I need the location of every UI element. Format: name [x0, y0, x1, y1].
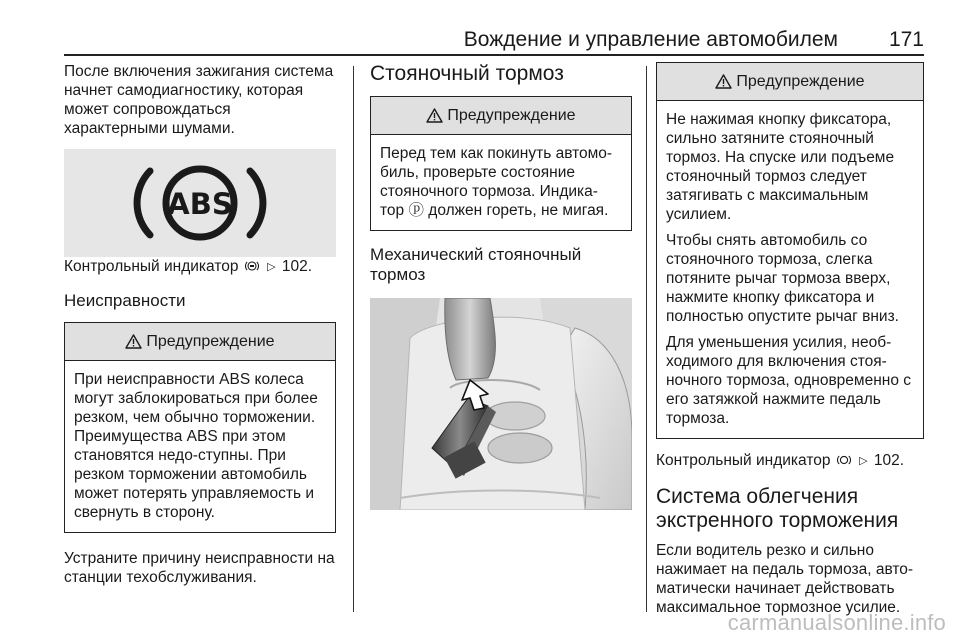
indicator-ref: 102. [873, 452, 905, 469]
mechanical-brake-heading: Механический стояночный тормоз [370, 245, 582, 284]
faults-heading: Неисправности [64, 291, 186, 310]
warning-header [371, 97, 631, 135]
parking-brake-lever-illustration [370, 298, 632, 510]
column-3 [656, 62, 924, 617]
warning-body [657, 101, 923, 438]
page-number: 171 [888, 28, 924, 51]
abs-indicator-figure [64, 149, 336, 257]
emergency-brake-assist-heading: Система облегчения экстренного торможения [656, 485, 899, 532]
page-header [64, 28, 924, 54]
indicator-prefix: Контрольный индикатор [656, 452, 831, 469]
column-divider [353, 66, 354, 612]
header-title: Вождение и управление автомобилем [463, 28, 838, 51]
reference-arrow-icon: ▷ [859, 455, 868, 467]
warning-triangle-icon [715, 74, 732, 89]
warning-title: Предупреждение [447, 107, 576, 124]
warning-box [64, 322, 336, 533]
warning-paragraph-2: Чтобы снять автомобиль со стояночного тормоза, слегка потяните рычаг тормоза вверх, нажмите кнопку фиксатора и полностью опустите рычаг вниз. [666, 232, 899, 325]
parking-brake-indicator-icon [837, 454, 851, 466]
warning-text: При неисправности ABS колеса могут заблокироваться при более резком, чем обычно торможении. Преимущества ABS при этом становятся недо-ступны. При резком торможении автомобиль может потерять управляемость и свернуть в сторону. [74, 371, 318, 521]
warning-title: Предупреждение [146, 333, 275, 350]
warning-body [371, 135, 631, 230]
reference-arrow-icon: ▷ [267, 261, 276, 273]
abs-label: ABS [167, 187, 233, 221]
indicator-prefix: Контрольный индикатор [64, 258, 239, 275]
warning-box [656, 62, 924, 439]
warning-triangle-icon [426, 108, 443, 123]
parking-brake-lever-image [370, 298, 632, 510]
intro-paragraph: После включения зажигания система начнет самодиагностику, которая может сопровождаться характерными шумами. [64, 63, 334, 137]
warning-text: Перед тем как покинуть автомо-биль, проверьте состояние стояночного тормоза. Индика-тор ⓟ должен гореть, не мигая. [380, 145, 613, 219]
warning-body [65, 361, 335, 532]
warning-title: Предупреждение [736, 73, 865, 90]
warning-header [65, 323, 335, 361]
warning-header [657, 63, 923, 101]
warning-box [370, 96, 632, 231]
abs-indicator-reference [64, 257, 336, 277]
abs-indicator-icon [64, 149, 336, 257]
parking-brake-heading: Стояночный тормоз [370, 62, 564, 85]
outro-paragraph: Устраните причину неисправности на станции техобслуживания. [64, 550, 335, 586]
warning-triangle-icon [125, 334, 142, 349]
parking-indicator-reference [656, 451, 924, 471]
header-rule [64, 54, 924, 56]
warning-paragraph-1: Не нажимая кнопку фиксатора, сильно затяните стояночный тормоз. На спуске или подъеме стояночный тормоз следует затягивать с максимальным усилием. [666, 111, 895, 223]
warning-paragraph-3: Для уменьшения усилия, необ-ходимого для включения стоя-ночного тормоза, одновременно с его затяжкой нажмите педаль тормоза. [666, 334, 911, 427]
watermark: carmanualsonline.info [727, 610, 946, 635]
abs-indicator-icon [245, 260, 259, 272]
column-1 [64, 62, 336, 587]
indicator-ref: 102. [281, 258, 313, 275]
column-divider [646, 66, 647, 612]
emergency-brake-assist-text: Если водитель резко и сильно нажимает на педаль тормоза, авто-матически начинает действовать максимальное тормозное усилие. [656, 542, 914, 616]
column-2 [370, 62, 632, 510]
